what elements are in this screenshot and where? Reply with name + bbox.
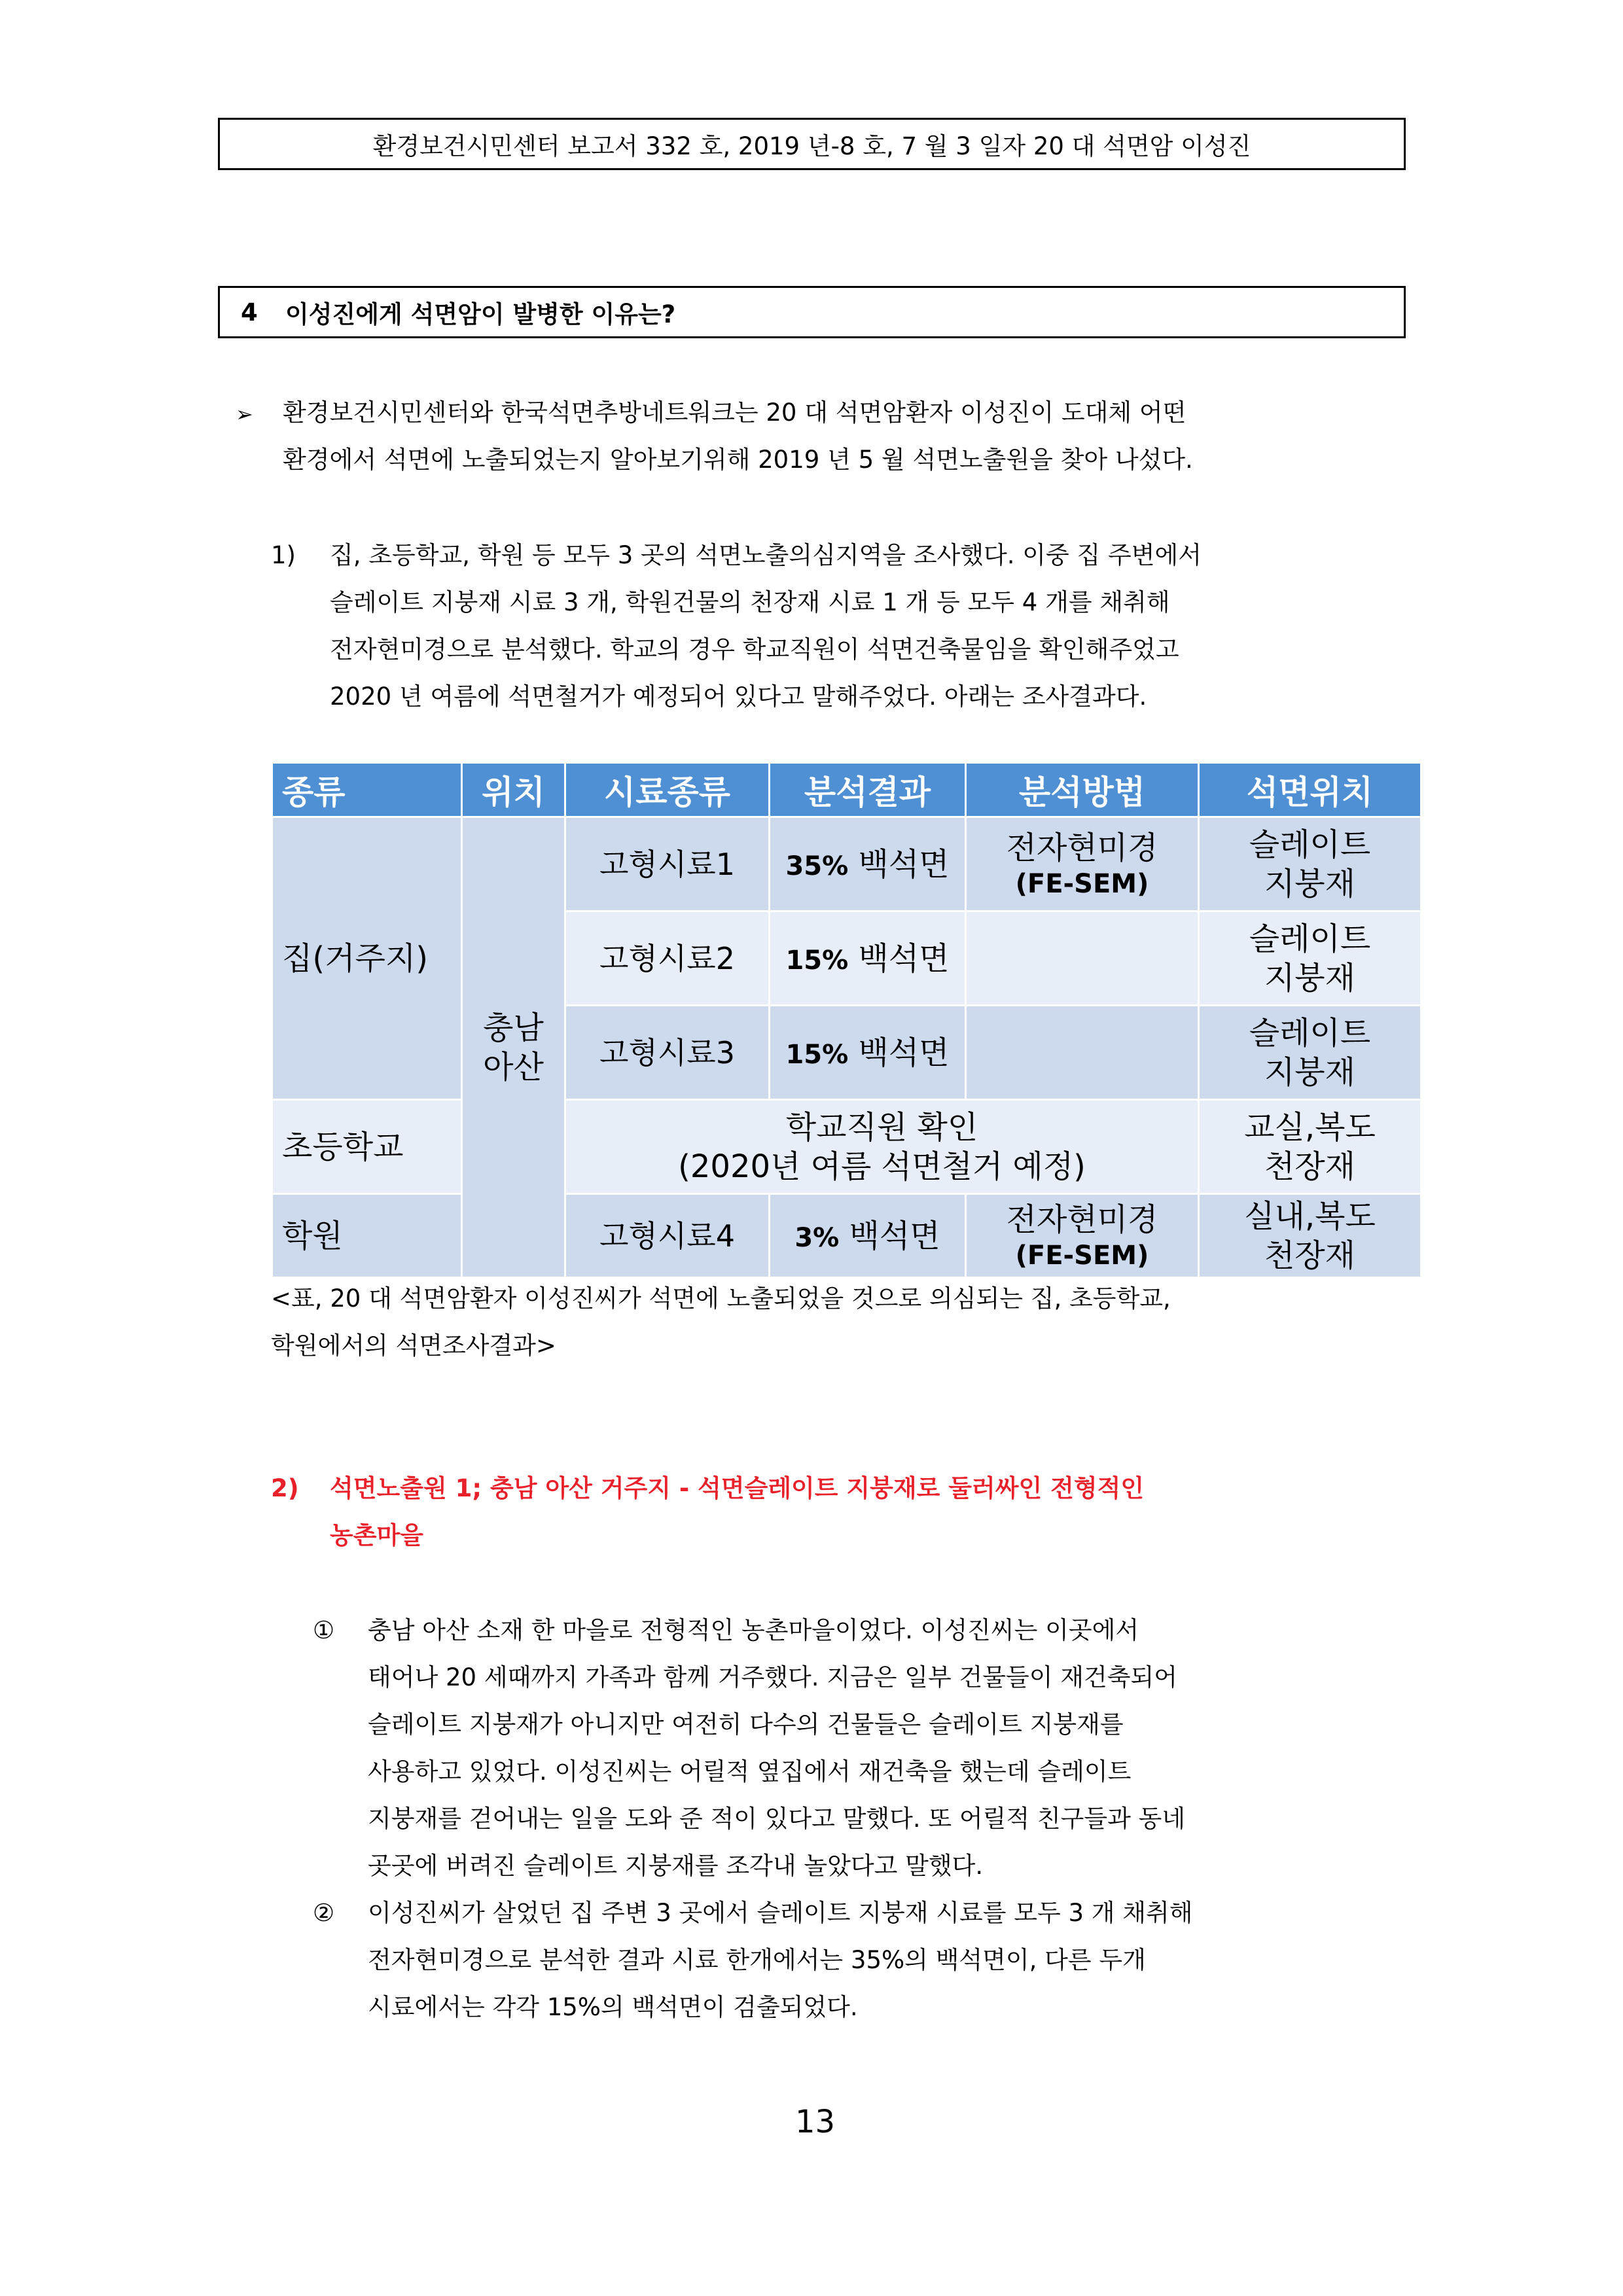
position-line-1: 슬레이트 [1249,826,1371,863]
cell-school: 초등학교 [272,1100,462,1194]
cell-sample [565,817,770,911]
circle1-marker: ① [313,1616,335,1644]
header-method: 분석방법 [966,763,1199,817]
sample-label: 고형시료3 [599,1034,735,1070]
item2-marker: 2) [271,1474,299,1502]
section-title: 이성진에게 석면암이 발병한 이유는? [285,300,676,328]
item2-title-line-2: 농촌마을 [330,1521,423,1549]
cell-position [1199,1006,1421,1100]
circle1-line-5: 지붕재를 걷어내는 일을 도와 준 적이 있다고 말했다. 또 어릴적 친구들과 동네 [368,1805,1186,1833]
method-line-2: (FE-SEM) [1015,868,1149,899]
position-line-2: 지붕재 [1264,1053,1356,1091]
intro-line-1: 환경보건시민센터와 한국석면추방네트워크는 20 대 석면암환자 이성진이 도대체 어떤 [283,398,1186,427]
circle2-marker: ② [313,1899,335,1927]
method-line-1: 전자현미경 [1006,829,1158,866]
report-header [218,118,1406,170]
cell-result [770,817,966,911]
table-row [272,1194,1421,1278]
circle1-line-3: 슬레이트 지붕재가 아니지만 여전히 다수의 건물들은 슬레이트 지붕재를 [368,1710,1124,1739]
cell-sample [565,1006,770,1100]
header-location: 위치 [462,763,565,817]
result-percent: 15% [785,945,849,976]
header-type: 종류 [272,763,462,817]
arrow-bullet-icon: ➢ [236,402,253,427]
table-caption-line-1: <표, 20 대 석면암환자 이성진씨가 석면에 노출되었을 것으로 의심되는 집, 초등학교, [271,1284,1171,1313]
cell-position [1199,911,1421,1006]
circle1-line-6: 곳곳에 버려진 슬레이트 지붕재를 조각내 놀았다고 말했다. [368,1852,984,1880]
method-line-2: (FE-SEM) [1015,1240,1149,1271]
result-label: 백석면 [848,1034,950,1071]
table-row [272,817,1421,911]
sample-label: 고형시료2 [599,940,735,976]
school-note-line-2: (2020년 여름 석면철거 예정) [678,1148,1086,1185]
cell-position [1199,817,1421,911]
cell-location [462,817,565,1278]
report-header-text: 환경보건시민센터 보고서 332 호, 2019 년-8 호, 7 월 3 일자 20 대 석면암 이성진 [372,132,1251,160]
location-line-2: 아산 [483,1048,544,1086]
position-line-1: 실내,복도 [1244,1197,1376,1235]
circle1-line-1: 충남 아산 소재 한 마을로 전형적인 농촌마을이었다. 이성진씨는 이곳에서 [368,1616,1139,1644]
intro-line-2: 환경에서 석면에 노출되었는지 알아보기위해 2019 년 5 월 석면노출원을 찾아 나섰다. [283,446,1193,474]
item1-line-3: 전자현미경으로 분석했다. 학교의 경우 학교직원이 석면건축물임을 확인해주었고 [330,635,1179,663]
position-line-2: 천장재 [1264,1148,1356,1185]
cell-method [966,1006,1199,1100]
result-label: 백석면 [848,845,950,883]
header-result: 분석결과 [770,763,966,817]
cell-school-note [565,1100,1199,1194]
circle2-line-2: 전자현미경으로 분석한 결과 시료 한개에서는 35%의 백석면이, 다른 두개 [368,1946,1146,1974]
result-percent: 3% [794,1222,840,1253]
sample-label: 고형시료1 [599,846,735,882]
header-sample: 시료종류 [565,763,770,817]
item1-line-2: 슬레이트 지붕재 시료 3 개, 학원건물의 천장재 시료 1 개 등 모두 4 개를 채취해 [330,588,1170,616]
cell-result [770,1006,966,1100]
section-heading [218,286,1406,338]
position-line-1: 슬레이트 [1249,1014,1371,1051]
position-line-2: 지붕재 [1264,959,1356,997]
section-number: 4 [241,298,258,327]
cell-home: 집(거주지) [272,817,462,1100]
page-number: 13 [795,2104,836,2140]
item1-marker: 1) [271,541,296,569]
method-line-1: 전자현미경 [1006,1201,1158,1238]
cell-result [770,911,966,1006]
table-caption-line-2: 학원에서의 석면조사결과> [271,1332,556,1360]
cell-result [770,1194,966,1278]
item1-line-1: 집, 초등학교, 학원 등 모두 3 곳의 석면노출의심지역을 조사했다. 이중 집 주변에서 [330,541,1202,569]
item1-line-4: 2020 년 여름에 석면철거가 예정되어 있다고 말해주었다. 아래는 조사결과다. [330,682,1147,711]
cell-method [966,911,1199,1006]
header-position: 석면위치 [1199,763,1421,817]
circle1-line-2: 태어나 20 세때까지 가족과 함께 거주했다. 지금은 일부 건물들이 재건축되어 [368,1663,1177,1691]
position-line-1: 슬레이트 [1249,920,1371,957]
result-percent: 35% [785,851,849,881]
table-header-row [272,763,1421,817]
circle2-line-3: 시료에서는 각각 15%의 백석면이 검출되었다. [368,1993,858,2021]
cell-method [966,817,1199,911]
cell-academy: 학원 [272,1194,462,1278]
cell-sample [565,911,770,1006]
table-row [272,1100,1421,1194]
result-label: 백석면 [848,940,950,977]
circle2-line-1: 이성진씨가 살었던 집 주변 3 곳에서 슬레이트 지붕재 시료를 모두 3 개 채취해 [368,1899,1193,1927]
location-line-1: 충남 [483,1009,544,1046]
cell-position [1199,1100,1421,1194]
position-line-2: 천장재 [1264,1237,1356,1274]
cell-position [1199,1194,1421,1278]
cell-sample [565,1194,770,1278]
circle1-line-4: 사용하고 있었다. 이성진씨는 어릴적 옆집에서 재건축을 했는데 슬레이트 [368,1757,1132,1786]
asbestos-results-table [271,762,1422,1279]
sample-label: 고형시료4 [599,1218,735,1254]
item2-title-line-1: 석면노출원 1; 충남 아산 거주지 - 석면슬레이트 지붕재로 둘러싸인 전형적인 [330,1474,1145,1502]
result-label: 백석면 [839,1217,940,1254]
position-line-1: 교실,복도 [1244,1108,1376,1146]
school-note-line-1: 학교직원 확인 [785,1108,978,1146]
cell-method [966,1194,1199,1278]
position-line-2: 지붕재 [1264,865,1356,902]
result-percent: 15% [785,1039,849,1070]
